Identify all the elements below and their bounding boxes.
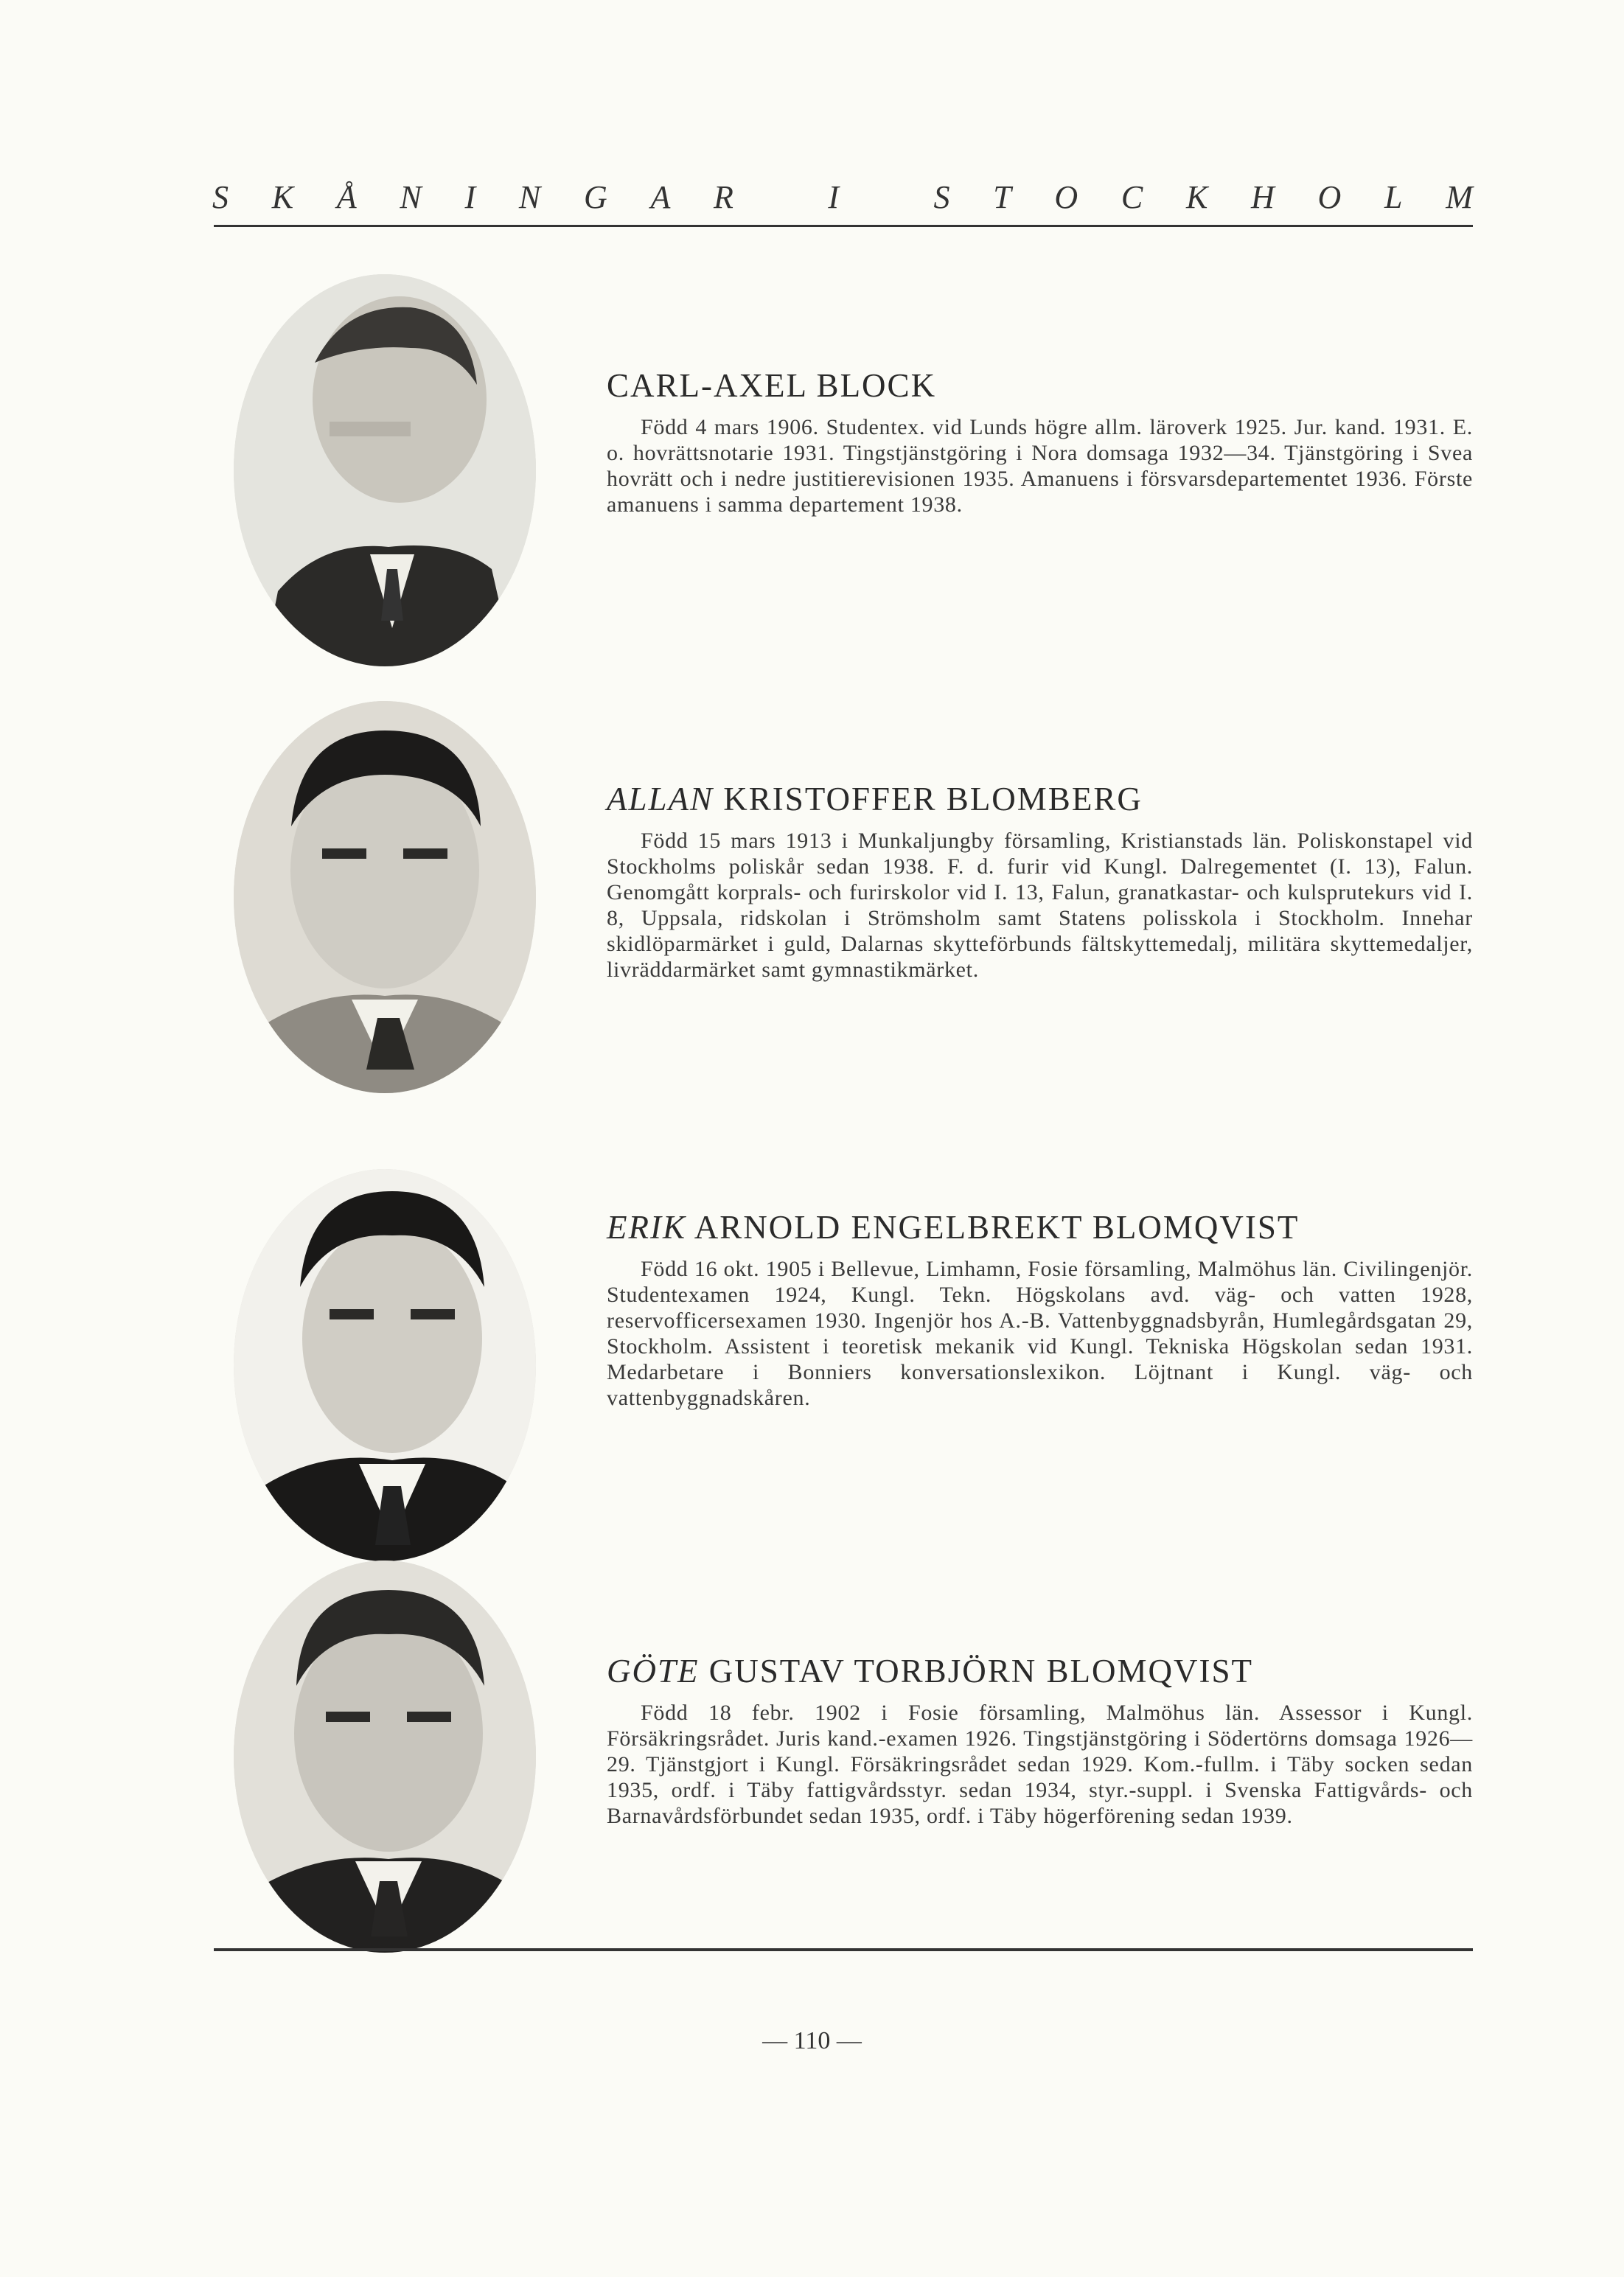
- person-name: [607, 364, 1473, 407]
- given-name: ALLAN: [607, 781, 714, 817]
- full-name: KRISTOFFER BLOMBERG: [723, 781, 1143, 817]
- header-letter: L: [1384, 179, 1403, 215]
- header-letter: O: [1317, 179, 1342, 215]
- header-spacer: [882, 175, 891, 220]
- biography-text: [607, 1650, 1473, 1829]
- given-name: GÖTE: [607, 1653, 700, 1690]
- running-head: [212, 175, 1473, 220]
- portrait-photo: [234, 274, 536, 666]
- header-letter: R: [714, 179, 733, 215]
- header-letter: N: [518, 179, 541, 215]
- header-letter: K: [1185, 179, 1208, 215]
- header-letter: A: [650, 179, 671, 215]
- person-name: [607, 778, 1473, 820]
- header-letter: S: [933, 179, 950, 215]
- biography-paragraph: Född 15 mars 1913 i Munkaljungby församling, Kristianstads län. Poliskonstapel vid Stockholms poliskår sedan 1938. F. d. furir vid Kungl. Dalregementet (I. 13), Falun. Genomgått korprals- och furirskolor vid I. 13, Falun, granatkastar- och kulsprutekurs vid I. 8, Uppsala, ridskolan i Strömsholm samt Statens polisskola i Stockholm. Innehar skidlöparmärket i guld, Dalarnas skytteförbunds fältskyttemedalj, militära skyttemedaljer, livräddarmärket samt gymnastikmärket.: [607, 829, 1473, 982]
- header-letter: K: [271, 179, 294, 215]
- full-name: ARNOLD ENGELBREKT BLOMQVIST: [694, 1209, 1300, 1246]
- header-letter: G: [583, 179, 607, 215]
- biography-paragraph: Född 18 febr. 1902 i Fosie församling, Malmöhus län. Assessor i Kungl. Försäkringsrådet. Juris kand.-examen 1926. Tingstjänstgöring i Södertörns domsaga 1926—29. Tjänstgjort i Kungl. Försäkringsrådet sedan 1929. Kom.-fullm. i Täby socken sedan 1935, ordf. i Täby fattigvårdsstyr. sedan 1934, styr.-suppl. i Svenska Fattigvårds- och Barnavårdsförbundet sedan 1935, ordf. i Täby högerförening sedan 1939.: [607, 1701, 1473, 1828]
- header-letter: T: [993, 179, 1011, 215]
- person-name: [607, 1206, 1473, 1249]
- page-number: — 110 —: [762, 2027, 862, 2054]
- header-letter: I: [464, 179, 476, 215]
- biography-paragraph: Född 4 mars 1906. Studentex. vid Lunds högre allm. läroverk 1925. Jur. kand. 1931. E. o. hovrättsnotarie 1931. Tingstjänstgöring i Nora domsaga 1932—34. Tjänstgöring i Svea hovrätt och i nedre justitierevisionen 1935. Amanuens i försvarsdepartementet 1936. Förste amanuens i samma departement 1938.: [607, 415, 1473, 517]
- header-letter: N: [400, 179, 422, 215]
- header-rule: [214, 225, 1473, 227]
- biography-text: [607, 364, 1473, 517]
- person-name: [607, 1650, 1473, 1692]
- header-letter: I: [828, 179, 840, 215]
- given-name: ERIK: [607, 1209, 686, 1246]
- header-letter: C: [1121, 179, 1143, 215]
- portrait-photo: [234, 701, 536, 1093]
- full-name: CARL-AXEL BLOCK: [607, 367, 937, 404]
- header-letter: S: [212, 179, 229, 215]
- portrait-photo: [234, 1561, 536, 1953]
- header-spacer: [777, 175, 785, 220]
- header-letter: Å: [336, 179, 357, 215]
- full-name: GUSTAV TORBJÖRN BLOMQVIST: [708, 1653, 1253, 1690]
- header-letter: O: [1054, 179, 1078, 215]
- header-letter: M: [1446, 179, 1473, 215]
- biography-text: [607, 1206, 1473, 1411]
- header-letter: H: [1251, 179, 1275, 215]
- biography-paragraph: Född 16 okt. 1905 i Bellevue, Limhamn, Fosie församling, Malmöhus län. Civilingenjör. Studentexamen 1924, Kungl. Tekn. Högskolans avd. väg- och vatten 1928, reservofficersexamen 1930. Ingenjör hos A.-B. Vattenbyggnadsbyrån, Humlegårdsgatan 29, Stockholm. Assistent i teoretisk mekanik vid Kungl. Tekniska Högskolan sedan 1931. Medarbetare i Bonniers konversationslexikon. Löjtnant i Kungl. väg- och vattenbyggnadskåren.: [607, 1257, 1473, 1410]
- portrait-photo: [234, 1169, 536, 1561]
- footer-rule: [214, 1948, 1473, 1951]
- biography-text: [607, 778, 1473, 983]
